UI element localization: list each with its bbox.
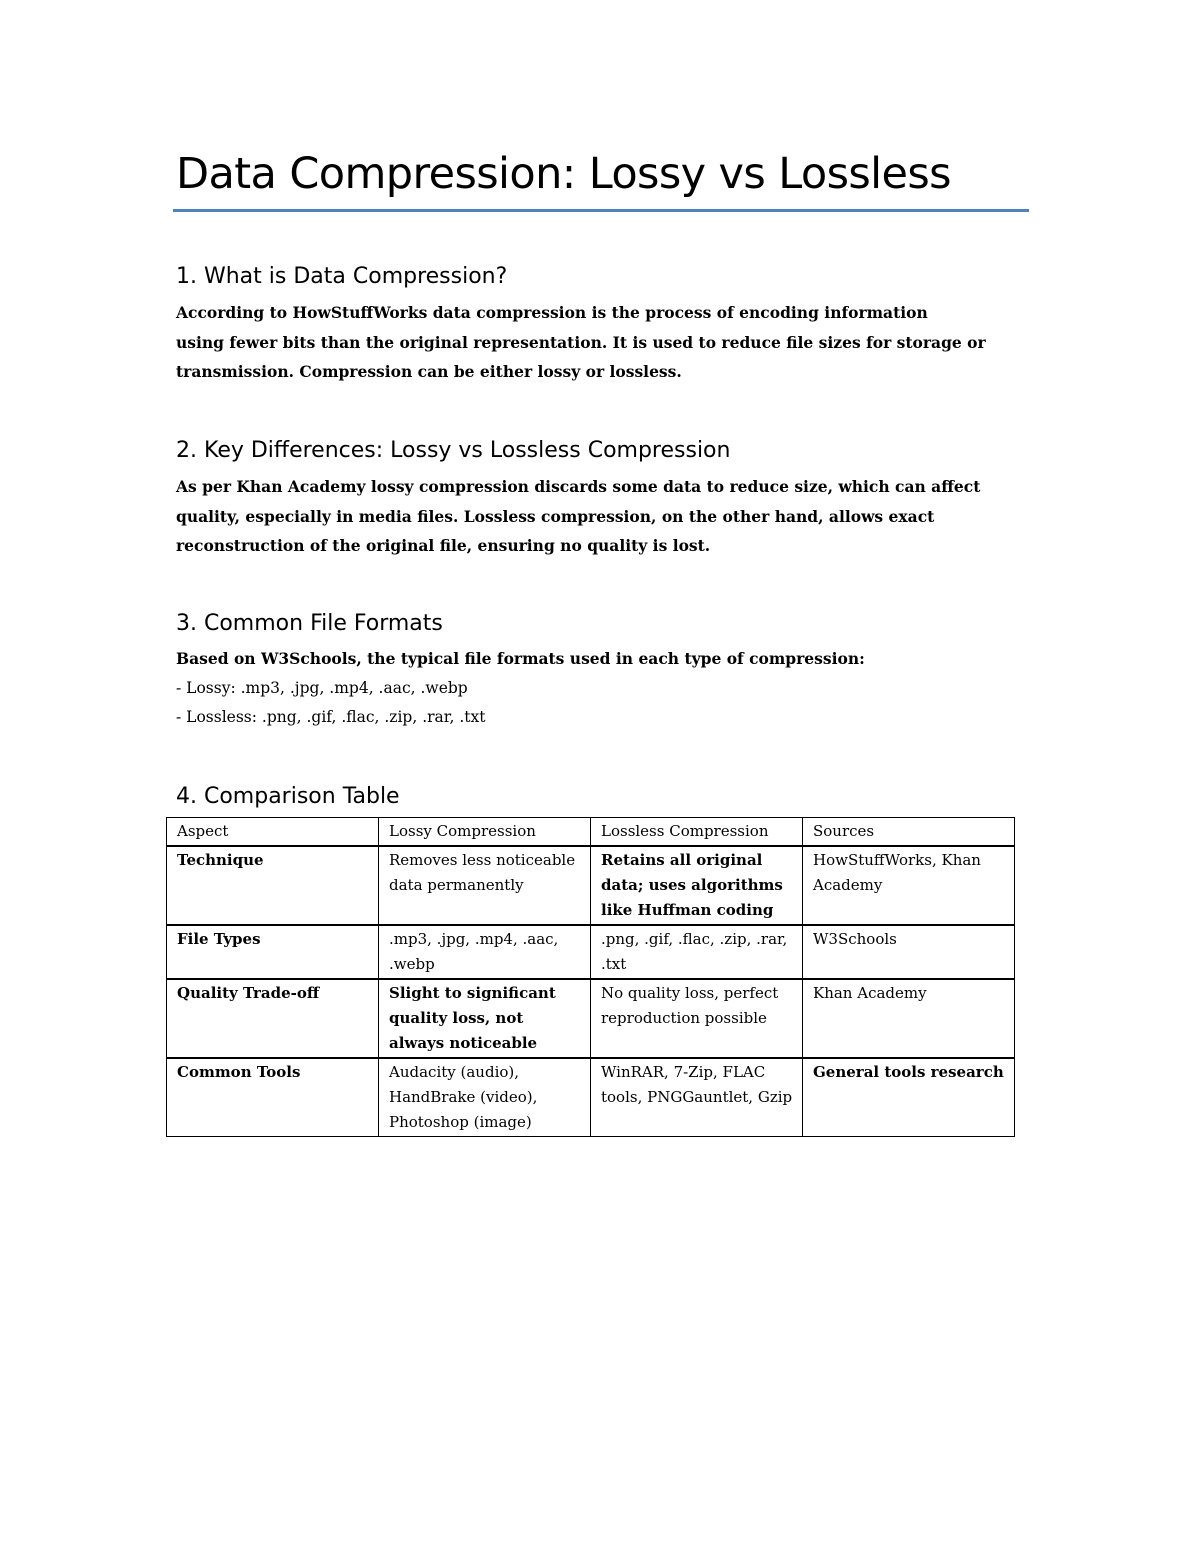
- section-1-paragraph: [176, 298, 1036, 387]
- table-cell: No quality loss, perfect reproduction possible: [591, 979, 803, 1058]
- section-3-heading: 3. Common File Formats: [176, 611, 443, 636]
- section-1-heading: 1. What is Data Compression?: [176, 264, 508, 289]
- table-cell: Audacity (audio), HandBrake (video), Photoshop (image): [379, 1058, 591, 1137]
- table-header-row: [167, 818, 1015, 847]
- table-cell: Quality Trade-off: [167, 979, 379, 1058]
- table-cell: .mp3, .jpg, .mp4, .aac, .webp: [379, 925, 591, 979]
- table-row: [167, 979, 1015, 1058]
- table-cell: HowStuffWorks, Khan Academy: [803, 846, 1015, 925]
- table-header-cell: Lossless Compression: [591, 818, 803, 847]
- table-cell: Khan Academy: [803, 979, 1015, 1058]
- paragraph-line: As per Khan Academy lossy compression discards some data to reduce size, which can affect: [176, 477, 981, 496]
- table-cell: Common Tools: [167, 1058, 379, 1137]
- table-header-cell: Sources: [803, 818, 1015, 847]
- section-2-paragraph: [176, 472, 1036, 561]
- paragraph-line: quality, especially in media files. Lossless compression, on the other hand, allows exact: [176, 506, 935, 526]
- title-underline: [173, 209, 1029, 212]
- table-header-cell: Lossy Compression: [379, 818, 591, 847]
- section-4-heading: 4. Comparison Table: [176, 784, 400, 809]
- format-list-item-lossless: - Lossless: .png, .gif, .flac, .zip, .rar, .txt: [176, 708, 486, 726]
- table-cell: W3Schools: [803, 925, 1015, 979]
- section-2-heading: 2. Key Differences: Lossy vs Lossless Compression: [176, 438, 731, 463]
- section-3-paragraph: [176, 644, 1036, 733]
- table-cell: General tools research: [803, 1058, 1015, 1137]
- table-row: [167, 846, 1015, 925]
- paragraph-line: Based on W3Schools, the typical file formats used in each type of compression:: [176, 649, 865, 668]
- table-cell: File Types: [167, 925, 379, 979]
- table-cell: Retains all original data; uses algorithms like Huffman coding: [591, 846, 803, 925]
- comparison-table: [166, 817, 1015, 1137]
- table-cell: WinRAR, 7-Zip, FLAC tools, PNGGauntlet, Gzip: [591, 1058, 803, 1137]
- table-cell: Technique: [167, 846, 379, 925]
- paragraph-line: According to HowStuffWorks data compression is the process of encoding information: [176, 303, 928, 322]
- table-row: [167, 1058, 1015, 1137]
- table-row: [167, 925, 1015, 979]
- format-list-item-lossy: - Lossy: .mp3, .jpg, .mp4, .aac, .webp: [176, 678, 468, 697]
- paragraph-line: reconstruction of the original file, ensuring no quality is lost.: [176, 536, 711, 555]
- table-cell: Slight to significant quality loss, not always noticeable: [379, 979, 591, 1058]
- document-title: Data Compression: Lossy vs Lossless: [176, 149, 951, 199]
- paragraph-line: using fewer bits than the original representation. It is used to reduce file sizes for storage or: [176, 332, 986, 352]
- paragraph-line: transmission. Compression can be either lossy or lossless.: [176, 362, 682, 381]
- table-cell: Removes less noticeable data permanently: [379, 846, 591, 925]
- table-cell: .png, .gif, .flac, .zip, .rar, .txt: [591, 925, 803, 979]
- table-header-cell: Aspect: [167, 818, 379, 847]
